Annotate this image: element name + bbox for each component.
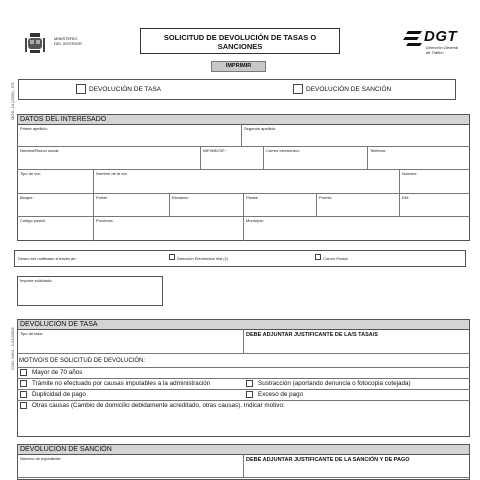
dgt-subtitle-line1: Dirección General: [426, 45, 459, 50]
dgt-logo-icon: [402, 29, 424, 49]
form-title-box: [140, 28, 340, 54]
devolucion-sancion-checkbox[interactable]: [293, 84, 303, 94]
ministry-name-line2: DEL INTERIOR: [54, 41, 82, 46]
model-code-vertical: MOD. 10 (2009) - ES: [10, 82, 15, 120]
print-button[interactable]: IMPRIMIR: [211, 61, 266, 72]
tipo-tasa-field[interactable]: Tipo de tasa:: [20, 331, 43, 336]
importe-solicitado-label: Importe solicitado:: [20, 278, 53, 283]
tramite-no-efectuado-label: Trámite no efectuado por causas imputables a la administración: [32, 380, 211, 387]
tasa-justificante-notice: DEBE ADJUNTAR JUSTIFICANTE DE LA/S TASA/S: [246, 332, 378, 338]
segundo-apellido-field[interactable]: Segundo apellido:: [244, 126, 277, 131]
puerta-field[interactable]: Puerta:: [319, 195, 332, 200]
dgt-subtitle-line2: de Tráfico: [426, 50, 444, 55]
notification-preference-box: [14, 250, 466, 267]
municipio-field[interactable]: Municipio:: [246, 218, 265, 223]
document-code-vertical: COD: 0464 - 2-0102905: [10, 327, 15, 370]
form-title-line1: SOLICITUD DE DEVOLUCIÓN DE TASAS O: [163, 33, 317, 42]
telefono-field[interactable]: Teléfono:: [370, 148, 387, 153]
mayor-70-label: Mayor de 70 años: [32, 369, 83, 376]
otras-causas-label: Otras causas (Cambio de domicilio debidamente acreditado, otras causas). Indicar motivo:: [32, 402, 285, 409]
tipo-via-field[interactable]: Tipo de vía:: [20, 171, 41, 176]
interesado-section-header: DATOS DEL INTERESADO: [17, 114, 470, 125]
divider: [17, 353, 470, 354]
sustraccion-checkbox[interactable]: [246, 380, 253, 387]
sustraccion-label: Sustracción (aportando denuncia o fotocopia cotejada): [258, 380, 411, 387]
tasa-section-header: DEVOLUCIÓN DE TASA: [17, 319, 470, 330]
numero-expediente-field[interactable]: Número de expediente:: [20, 456, 62, 461]
correo-electronico-field[interactable]: Correo electrónico:: [266, 148, 300, 153]
portal-field[interactable]: Portal:: [96, 195, 108, 200]
divider: [243, 454, 244, 478]
provincia-field[interactable]: Provincia:: [96, 218, 114, 223]
divider: [17, 389, 470, 390]
km-field[interactable]: KM:: [402, 195, 410, 200]
sancion-section-header: DEVOLUCIÓN DE SANCIÓN: [17, 444, 470, 455]
devolucion-sancion-label: DEVOLUCIÓN DE SANCIÓN: [306, 86, 392, 93]
otras-causas-checkbox[interactable]: [20, 402, 27, 409]
divider: [17, 378, 470, 379]
nombre-razon-social-field[interactable]: Nombre/Razón social:: [20, 148, 60, 153]
notification-label: Deseo ser notificado a través de:: [18, 256, 77, 261]
devolucion-tasa-checkbox[interactable]: [76, 84, 86, 94]
devolucion-tasa-label: DEVOLUCIÓN DE TASA: [89, 86, 161, 93]
sancion-justificante-notice: DEBE ADJUNTAR JUSTIFICANTE DE LA SANCIÓN Y DE PAGO: [246, 457, 410, 463]
primer-apellido-field[interactable]: Primer apellido:: [20, 126, 48, 131]
duplicidad-pago-label: Duplicidad de pago: [32, 391, 86, 398]
divider: [17, 400, 470, 401]
tramite-no-efectuado-checkbox[interactable]: [20, 380, 27, 387]
ministry-crest-icon: [24, 32, 46, 54]
form-title-line2: SANCIONES: [217, 42, 263, 51]
divider: [17, 367, 470, 368]
correo-postal-label: Correo Postal: [323, 256, 348, 261]
mayor-70-checkbox[interactable]: [20, 369, 27, 376]
dev-label: Dirección Electrónica Vial (1): [177, 256, 229, 261]
divider: [17, 477, 470, 478]
escalera-field[interactable]: Escalera:: [172, 195, 189, 200]
duplicidad-pago-checkbox[interactable]: [20, 391, 27, 398]
numero-field[interactable]: Número:: [402, 171, 418, 176]
exceso-pago-label: Exceso de pago: [258, 391, 304, 398]
codigo-postal-field[interactable]: Código postal:: [20, 218, 46, 223]
nombre-via-field[interactable]: Nombre de la vía:: [96, 171, 128, 176]
motivos-title: MOTIVO/S DE SOLICITUD DE DEVOLUCIÓN:: [19, 358, 146, 364]
exceso-pago-checkbox[interactable]: [246, 391, 253, 398]
planta-field[interactable]: Planta:: [246, 195, 259, 200]
dgt-logo-text: DGT: [424, 28, 458, 45]
ministry-name-line1: MINISTERIO: [54, 36, 78, 41]
nif-field[interactable]: NIF/NIE/CIF:: [203, 148, 226, 153]
otras-causas-motivo-field[interactable]: [32, 411, 462, 435]
bloque-field[interactable]: Bloque:: [20, 195, 34, 200]
divider: [243, 329, 244, 353]
